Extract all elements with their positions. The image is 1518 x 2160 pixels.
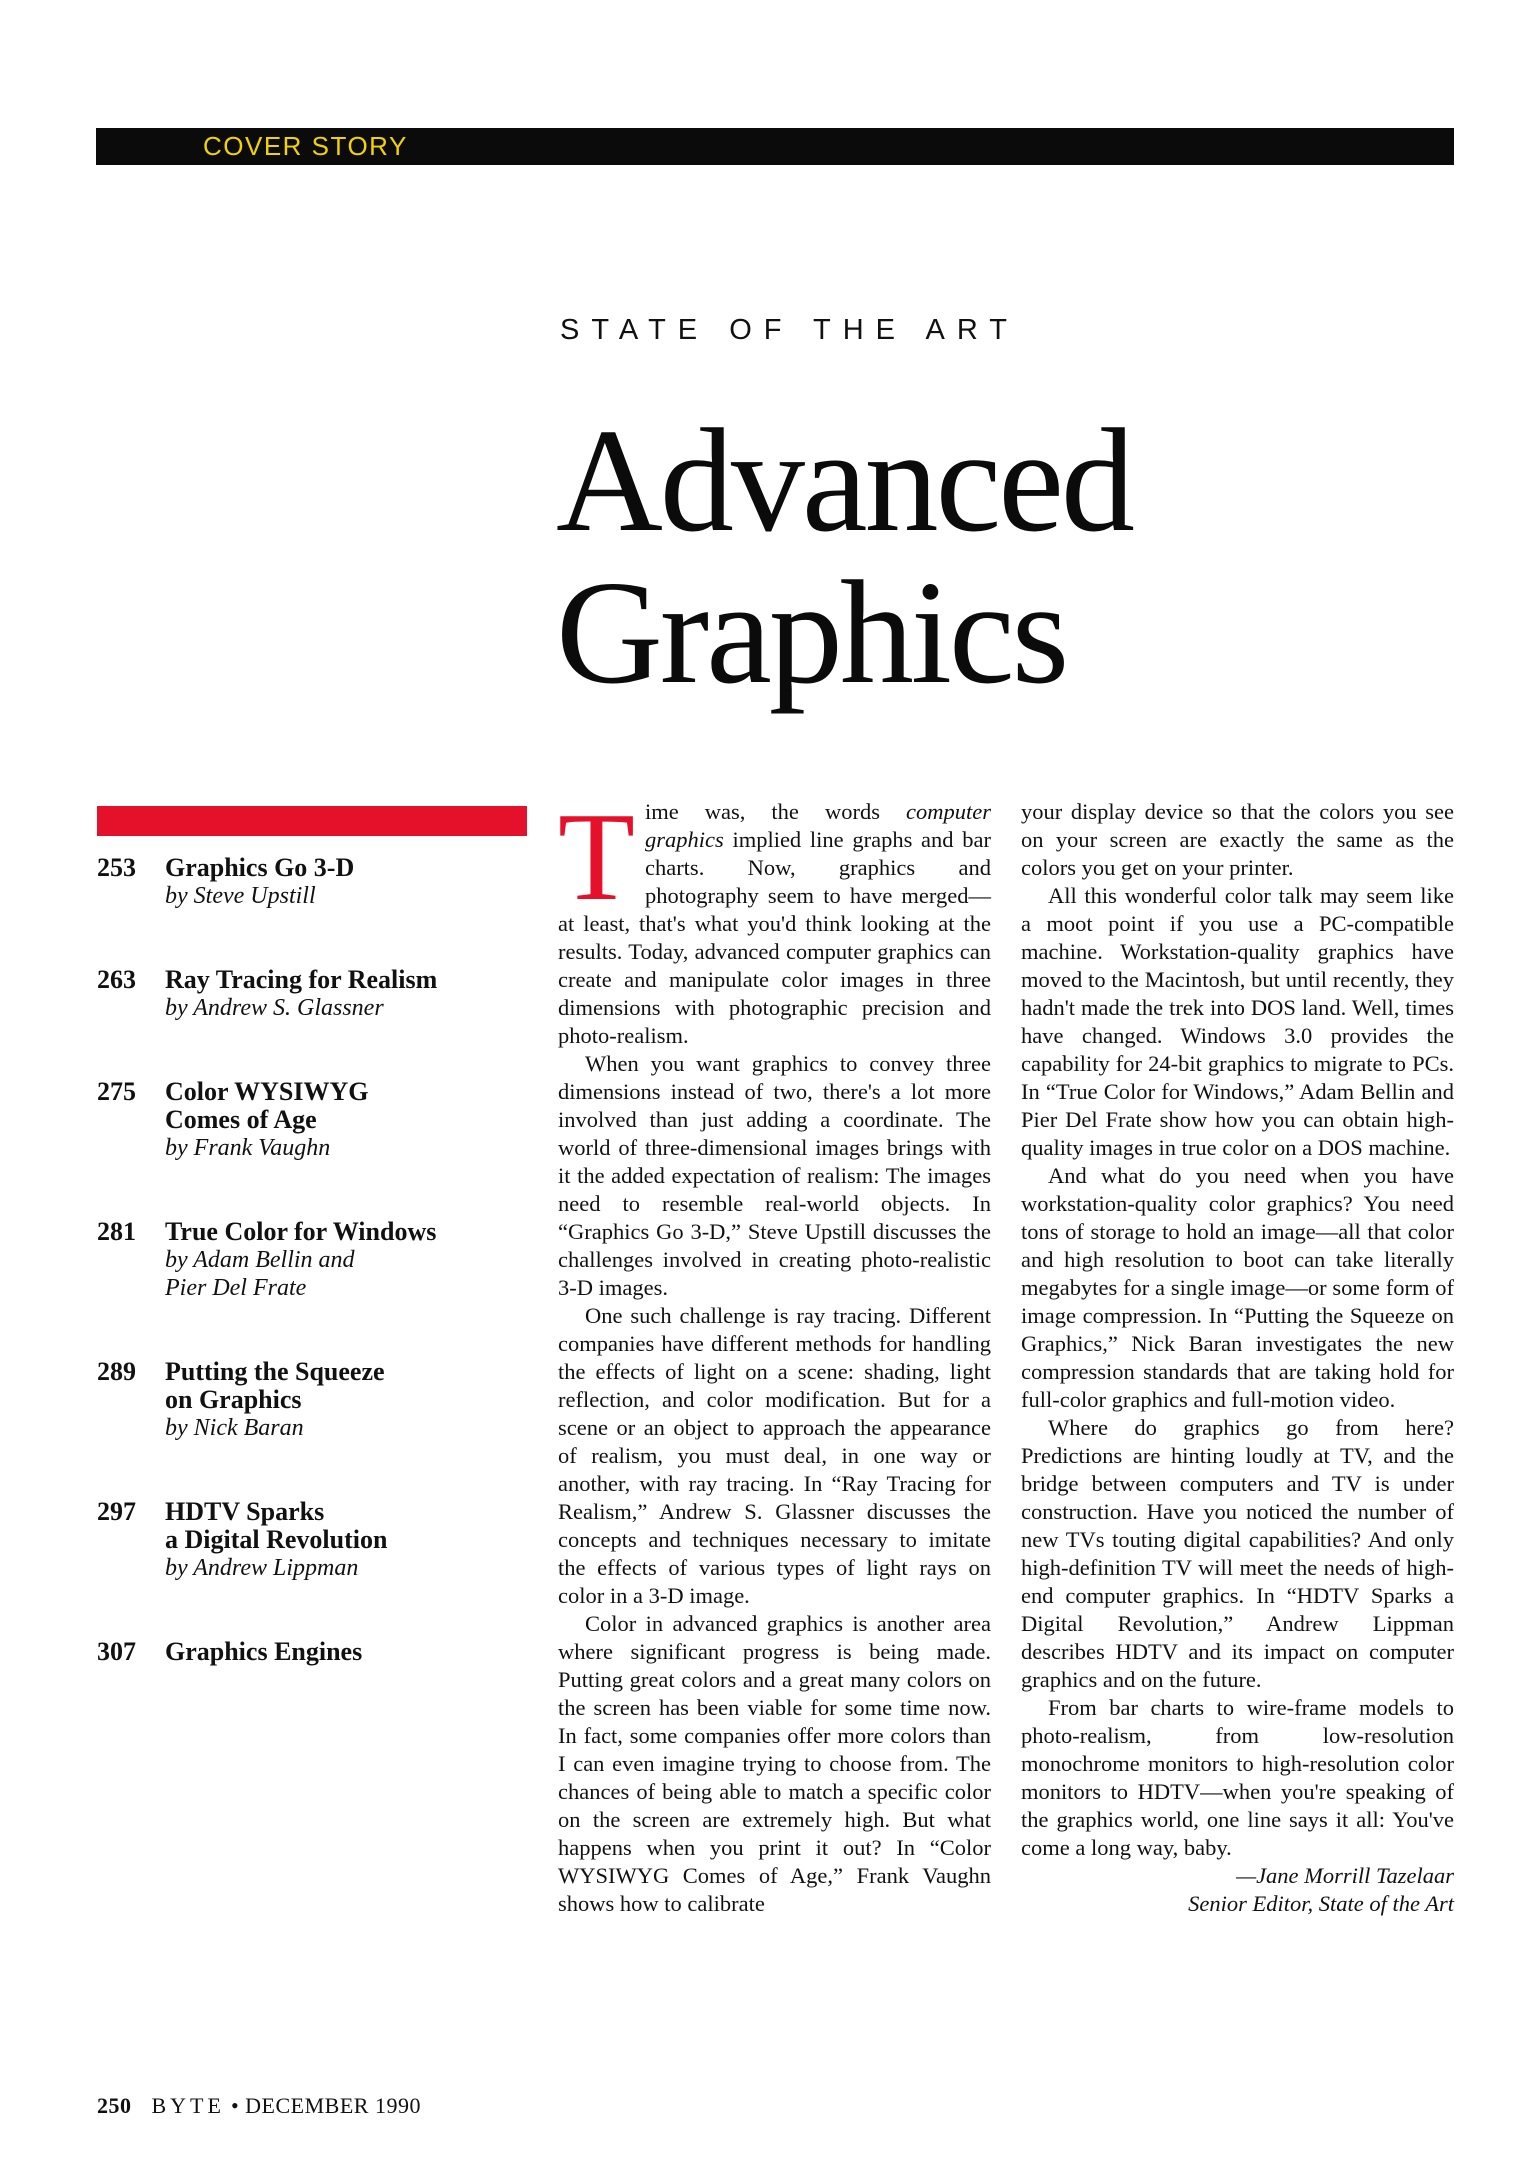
toc-page-number: 263 bbox=[97, 965, 136, 994]
signature-title: Senior Editor, State of the Art bbox=[1188, 1891, 1454, 1916]
toc-title bbox=[165, 1218, 545, 1302]
toc-title-text: on Graphics bbox=[165, 1385, 302, 1414]
footer-separator: • bbox=[230, 2093, 240, 2118]
toc-title bbox=[165, 966, 545, 1022]
toc-page-number: 281 bbox=[97, 1217, 136, 1246]
toc-page-number: 253 bbox=[97, 853, 136, 882]
toc-title bbox=[165, 1078, 545, 1162]
emphasis: computer graphics bbox=[644, 799, 991, 852]
magazine-name: BYTE bbox=[151, 2093, 225, 2118]
article-column-2 bbox=[1021, 798, 1454, 1918]
toc-page-number: 289 bbox=[97, 1357, 136, 1386]
toc-author: by Andrew S. Glassner bbox=[165, 995, 384, 1021]
toc-title bbox=[165, 1498, 545, 1582]
toc-title-text: Comes of Age bbox=[165, 1105, 317, 1134]
section-label: COVER STORY bbox=[203, 131, 408, 161]
folio-page-number: 250 bbox=[97, 2093, 132, 2118]
toc-title-text: HDTV Sparks bbox=[165, 1497, 325, 1526]
article-paragraph: Where do graphics go from here? Predictions are hinting loudly at TV, and the bridge between computers and TV is under construction. Have you noticed the number of new TVs touting digital capabilities? And only high-definition TV will meet the needs of high-end computer graphics. In “HDTV Sparks a Digital Revolution,” Andrew Lippman describes HDTV and its impact on computer graphics and on the future. bbox=[1021, 1415, 1454, 1692]
toc-title-text: Putting the Squeeze bbox=[165, 1357, 385, 1386]
article-paragraph: From bar charts to wire-frame models to photo-realism, from low-resolution monochrome monitors to high-resolution color monitors to HDTV—when you're speaking of the graphics world, one line says it all: You've come a long way, baby. bbox=[1021, 1695, 1454, 1860]
toc-page-number: 275 bbox=[97, 1077, 136, 1106]
toc-author: by Frank Vaughn bbox=[165, 1135, 331, 1161]
cover-story-header-bar bbox=[96, 128, 1454, 165]
toc-title-text: True Color for Windows bbox=[165, 1217, 437, 1246]
drop-cap: T bbox=[558, 788, 635, 927]
toc-title-text: Graphics Engines bbox=[165, 1637, 363, 1666]
title-line-1: Advanced bbox=[556, 399, 1132, 563]
kicker: STATE OF THE ART bbox=[560, 314, 1019, 346]
toc-author: Pier Del Frate bbox=[165, 1275, 307, 1301]
article-paragraph: And what do you need when you have workstation-quality color graphics? You need tons of storage to hold an image—all that color and high resolution to boot can take literally megabytes for a single image—or some form of image compression. In “Putting the Squeeze on Graphics,” Nick Baran investigates the new compression standards that are taking hold for full-color graphics and full-motion video. bbox=[1021, 1163, 1454, 1412]
toc-title-text: a Digital Revolution bbox=[165, 1525, 388, 1554]
toc-title bbox=[165, 854, 545, 910]
article-paragraph bbox=[558, 788, 991, 1050]
toc-title bbox=[165, 1358, 545, 1442]
toc-red-rule bbox=[97, 806, 527, 836]
toc-page-number: 307 bbox=[97, 1637, 136, 1666]
toc-title bbox=[165, 1638, 545, 1666]
text-run: implied line graphs and bar charts. Now, graphics and photography seem to have merged—at least, that's what you'd think looking at the results. Today, advanced computer graphics can create and manipulate color images in three dimensions with photographic precision and photo-realism. bbox=[558, 827, 991, 1048]
article-paragraph: Color in advanced graphics is another area where significant progress is being made. Putting great colors and a great many colors on the screen has been viable for some time now. In fact, some companies offer more colors than I can even imagine trying to choose from. The chances of being able to match a specific color on the screen are extremely high. But what happens when you print it out? In “Color WYSIWYG Comes of Age,” Frank Vaughn shows how to calibrate bbox=[558, 1611, 991, 1916]
toc-author: by Steve Upstill bbox=[165, 883, 316, 909]
page-title bbox=[556, 399, 1132, 715]
toc-author: by Adam Bellin and bbox=[165, 1247, 355, 1273]
text-run: ime was, the words bbox=[644, 799, 907, 824]
title-line-2: Graphics bbox=[556, 551, 1067, 715]
article-paragraph: One such challenge is ray tracing. Different companies have different methods for handling the effects of light on a scene: shading, light reflection, and color modification. But for a scene or an object to approach the appearance of realism, you must deal, in one way or another, with ray tracing. In “Ray Tracing for Realism,” Andrew S. Glassner discusses the concepts and techniques necessary to imitate the effects of various types of light rays on color in a 3-D image. bbox=[558, 1303, 991, 1608]
toc-title-text: Ray Tracing for Realism bbox=[165, 965, 438, 994]
issue-date: DECEMBER 1990 bbox=[245, 2093, 421, 2118]
article-paragraph: When you want graphics to convey three dimensions instead of two, there's a lot more involved than just adding a coordinate. The world of three-dimensional images brings with it the added expectation of realism: The images need to resemble real-world objects. In “Graphics Go 3-D,” Steve Upstill discusses the challenges involved in creating photo-realistic 3-D images. bbox=[558, 1051, 991, 1300]
article-paragraph: your display device so that the colors you see on your screen are exactly the same as the colors you get on your printer. bbox=[1021, 799, 1454, 880]
page-footer bbox=[97, 2093, 421, 2119]
toc-author: by Andrew Lippman bbox=[165, 1555, 359, 1581]
toc-page-number: 297 bbox=[97, 1497, 136, 1526]
article-paragraph: All this wonderful color talk may seem like a moot point if you use a PC-compatible machine. Workstation-quality graphics have moved to the Macintosh, but until recently, they hadn't made the trek into DOS land. Well, times have changed. Windows 3.0 provides the capability for 24-bit graphics to migrate to PCs. In “True Color for Windows,” Adam Bellin and Pier Del Frate show how you can obtain high-quality images in true color on a DOS machine. bbox=[1021, 883, 1454, 1160]
toc-author: by Nick Baran bbox=[165, 1415, 304, 1441]
signature-name: —Jane Morrill Tazelaar bbox=[1236, 1863, 1454, 1888]
toc-title-text: Graphics Go 3-D bbox=[165, 853, 355, 882]
toc-title-text: Color WYSIWYG bbox=[165, 1077, 369, 1106]
article-column-1 bbox=[558, 788, 991, 1918]
